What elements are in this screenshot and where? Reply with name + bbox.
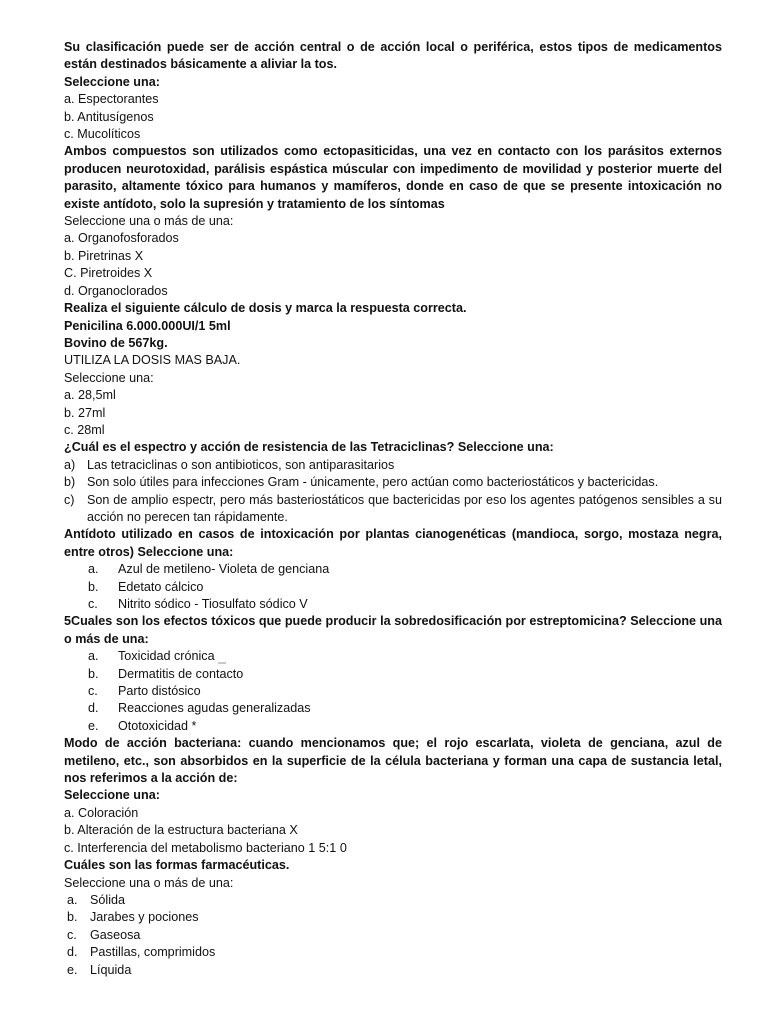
option-text: Son solo útiles para infecciones Gram - únicamente, pero actúan como bacteriostáticos y bactericidas. [87,475,659,490]
option-text: Gaseosa [90,927,141,942]
question-4-option-c [64,492,722,527]
question-2-option-c: C. Piretroides X [64,266,153,281]
question-1-option-c: c. Mucolíticos [64,127,141,142]
question-4-option-b [64,474,722,491]
question-5-option-b [64,579,722,596]
option-text: Son de amplio espectr, pero más basteriostáticos que bactericidas por eso los agentes patógenos sensibles a su acción no perecen tan rápidamente. [87,492,722,524]
question-1-instruction: Seleccione una: [64,74,160,89]
option-marker: a. [88,562,99,577]
question-3-option-a: a. 28,5ml [64,388,116,403]
question-2-stem: Ambos compuestos son utilizados como ectopasiticidas, una vez en contacto con los parásitos externos producen neurotoxidad, parálisis espástica múscular con impedimento de movilidad y posterior muerte del parasito, altamente tóxico para humanos y mamíferos, donde en caso de que se presente intoxicación no existe antídoto, solo la supresión y tratamiento de los síntomas [64,144,722,211]
question-3-option-b: b. 27ml [64,405,106,420]
option-text: Sólida [90,892,126,907]
question-1-stem: Su clasificación puede ser de acción central o de acción local o periférica, estos tipos de medicamentos están destinados básicamente a aliviar la tos. [64,40,722,72]
option-marker: e. [67,962,78,977]
question-6-option-a [64,648,722,665]
question-2-option-a: a. Organofosforados [64,231,179,246]
question-1-option-b: b. Antitusígenos [64,109,154,124]
question-6-stem: 5Cuales son los efectos tóxicos que puede producir la sobredosificación por estreptomicina? Seleccione una o más de una: [64,614,722,646]
question-3-drug: Penicilina 6.000.000UI/1 5ml [64,318,231,333]
question-7-instruction: Seleccione una: [64,788,160,803]
option-marker: a) [64,457,76,472]
option-marker: c) [64,492,75,507]
question-3-option-c: c. 28ml [64,422,105,437]
option-text: Toxicidad crónica [118,649,215,664]
question-5-stem: Antídoto utilizado en casos de intoxicación por plantas cianogenéticas (mandioca, sorgo, mostaza negra, entre otros) Seleccione una: [64,527,722,559]
question-8-option-b [64,909,722,926]
question-3-note: UTILIZA LA DOSIS MAS BAJA. [64,353,241,368]
option-text: Líquida [90,962,132,977]
option-marker: d. [88,701,99,716]
question-8-option-d [64,944,722,961]
option-marker: c. [88,684,98,699]
option-marker: b) [64,475,76,490]
option-marker: b. [67,910,78,925]
option-text: Nitrito sódico - Tiosulfato sódico V [118,597,308,611]
question-7-option-a: a. Coloración [64,805,139,820]
option-marker: b. [88,666,99,681]
option-text: Jarabes y pociones [90,910,199,925]
option-text: Edetato cálcico [118,579,204,594]
question-6-option-e [64,718,722,735]
question-8-option-e [64,962,722,979]
option-text: Reacciones agudas generalizadas [118,701,311,716]
question-1-option-a: a. Espectorantes [64,92,159,107]
question-8-option-c [64,927,722,944]
option-text: Pastillas, comprimidos [90,945,216,960]
document-page [64,39,722,979]
question-8-instruction: Seleccione una o más de una: [64,875,234,890]
option-marker: b. [88,579,99,594]
option-text: Parto distósico [118,684,201,699]
question-2-option-d: d. Organoclorados [64,283,168,298]
question-6-option-b [64,666,722,683]
option-marker: a. [88,649,99,664]
question-4-stem: ¿Cuál es el espectro y acción de resistencia de las Tetraciclinas? Seleccione una: [64,440,554,455]
question-3-stem: Realiza el siguiente cálculo de dosis y marca la respuesta correcta. [64,301,467,316]
option-marker: d. [67,945,78,960]
question-7-stem: Modo de acción bacteriana: cuando mencionamos que; el rojo escarlata, violeta de genciana, azul de metileno, etc., son absorbidos en la superficie de la célula bacteriana y forman una capa de sustancia letal, nos referimos a la acción de: [64,736,722,786]
option-marker: a. [67,892,78,907]
question-2-option-b: b. Piretrinas X [64,248,144,263]
question-6-option-d [64,700,722,717]
option-marker: c. [67,927,77,942]
option-marker: c. [88,597,98,611]
question-7-option-c: c. Interferencia del metabolismo bacteriano 1 5:1 0 [64,840,347,855]
question-7-option-b: b. Alteración de la estructura bacteriana X [64,823,298,838]
question-3-animal: Bovino de 567kg. [64,335,168,350]
question-5-option-c [64,596,722,613]
question-8-stem: Cuáles son las formas farmacéuticas. [64,858,290,873]
option-text: Las tetraciclinas o son antibioticos, son antiparasitarios [87,457,395,472]
option-text: Ototoxicidad * [118,718,197,733]
question-6-option-c [64,683,722,700]
stray-mark [218,662,226,664]
question-3-instruction: Seleccione una: [64,370,154,385]
option-marker: e. [88,718,99,733]
question-8-option-a [64,892,722,909]
option-text: Azul de metileno- Violeta de genciana [118,562,330,577]
option-text: Dermatitis de contacto [118,666,244,681]
question-5-option-a [64,561,722,578]
question-4-option-a [64,457,722,474]
question-2-instruction: Seleccione una o más de una: [64,214,234,229]
